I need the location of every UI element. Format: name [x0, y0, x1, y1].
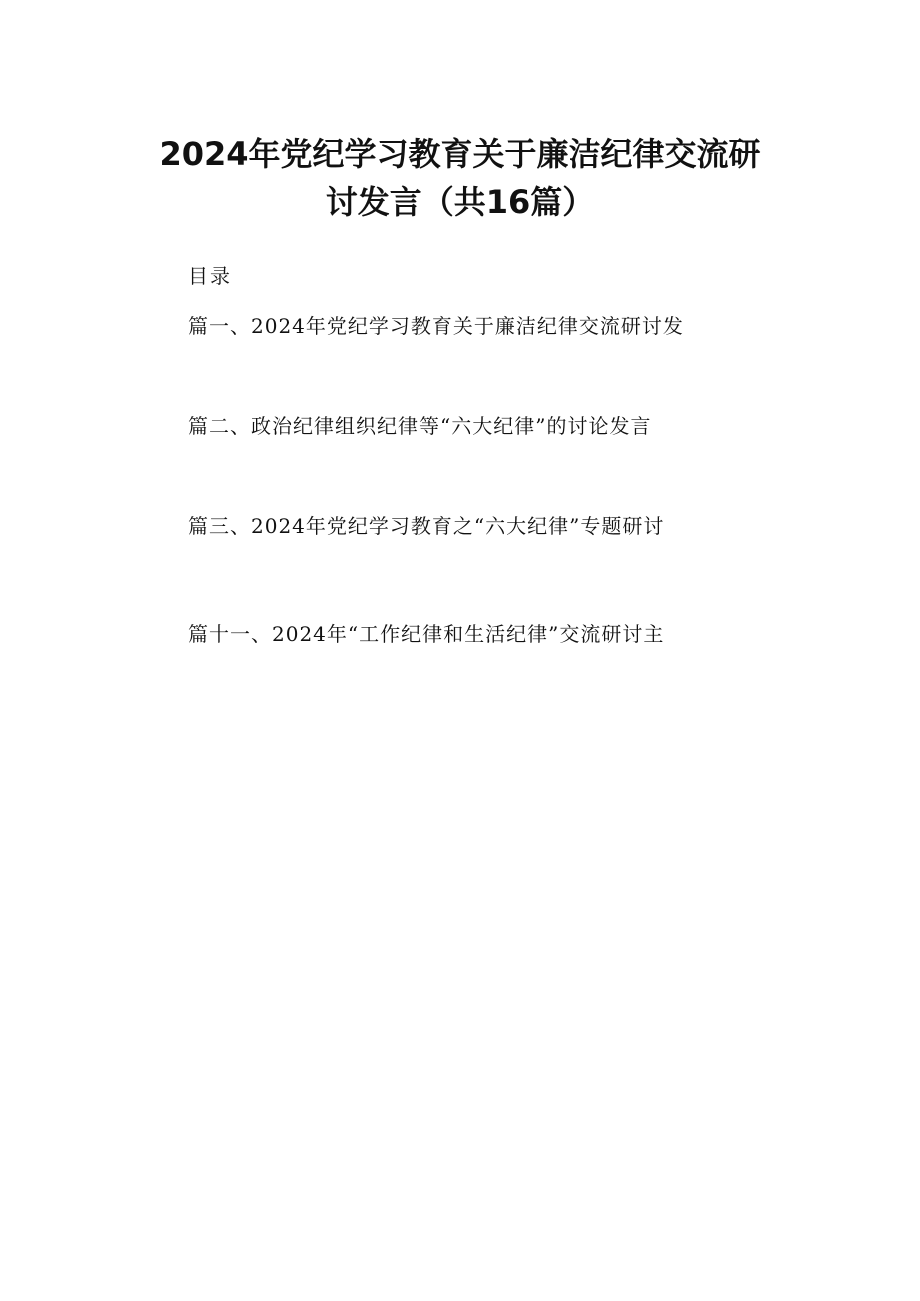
- document-title-line-2: 讨发言（共16篇）: [325, 183, 595, 221]
- table-of-contents: [188, 312, 748, 720]
- document-title-line-1: 2024年党纪学习教育关于廉洁纪律交流研: [159, 135, 761, 173]
- toc-item-3[interactable]: 篇三、2024年党纪学习教育之“六大纪律”专题研讨: [188, 514, 665, 538]
- toc-item-1[interactable]: 篇一、2024年党纪学习教育关于廉洁纪律交流研讨发: [188, 314, 684, 338]
- toc-heading: 目录: [188, 264, 232, 288]
- toc-item-2[interactable]: 篇二、政治纪律组织纪律等“六大纪律”的讨论发言: [188, 414, 652, 438]
- document-title: [150, 130, 770, 226]
- toc-item-11[interactable]: 篇十一、2024年“工作纪律和生活纪律”交流研讨主: [188, 622, 665, 646]
